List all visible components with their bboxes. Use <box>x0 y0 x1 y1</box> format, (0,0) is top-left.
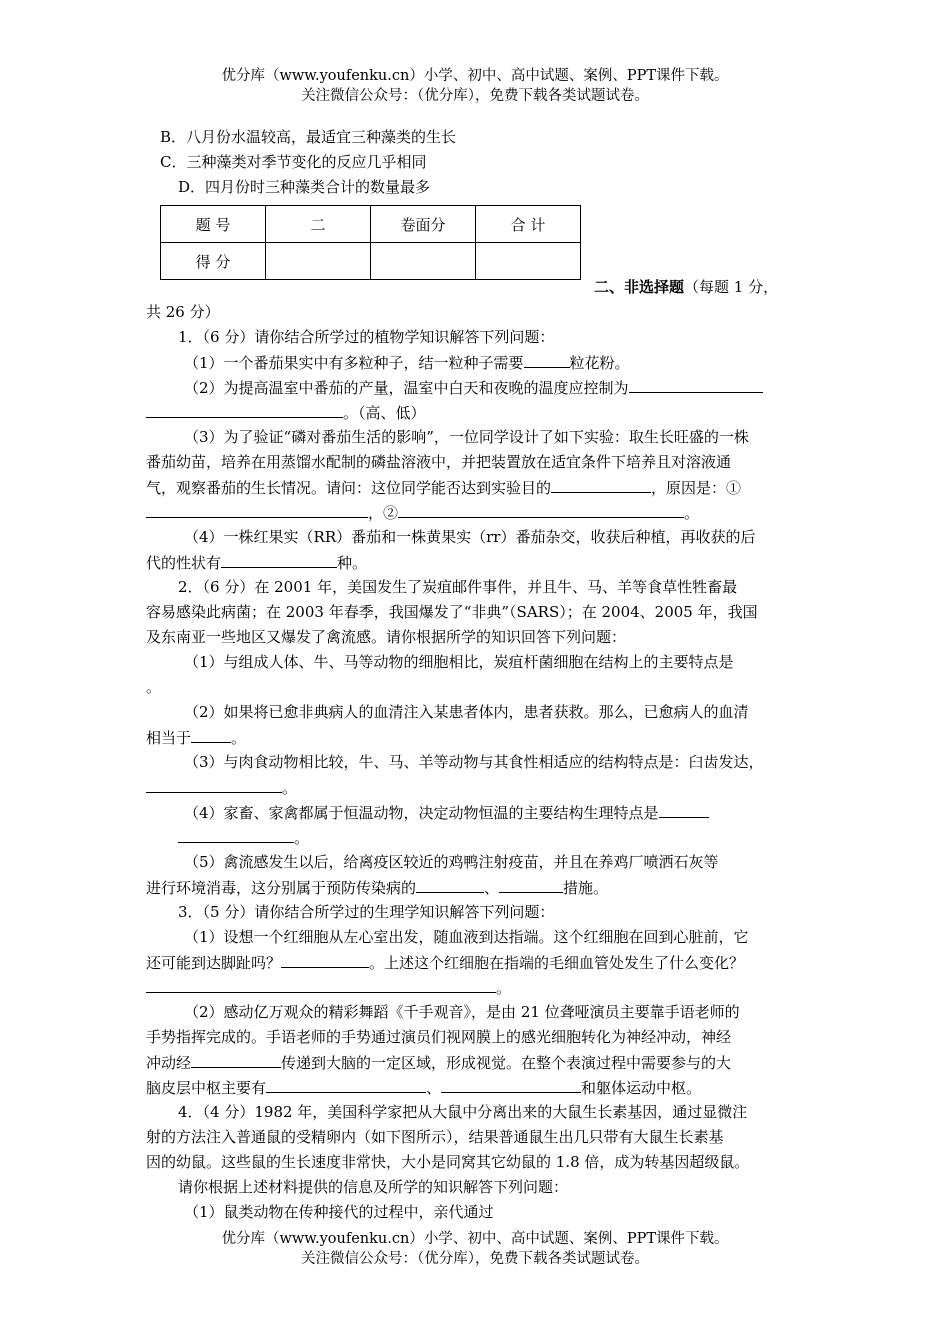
score-cell: 二 <box>266 206 371 243</box>
text: 代的性状有 <box>146 554 222 572</box>
q1-part2 <box>184 376 763 399</box>
text: ，原因是：① <box>651 479 742 497</box>
answer-blank[interactable] <box>146 501 368 518</box>
q1-part3-line3 <box>146 476 741 499</box>
q1-stem: 1．（6 分）请你结合所学过的植物学知识解答下列问题： <box>178 328 555 346</box>
score-cell <box>371 243 476 280</box>
q1-part4-line1: （4）一株红果实（RR）番茄和一株黄果实（rr）番茄杂交，收获后种植，再收获的后 <box>184 528 756 546</box>
answer-blank[interactable] <box>178 826 294 843</box>
score-table <box>160 205 581 280</box>
answer-blank[interactable] <box>416 876 484 893</box>
q2-part3-cont <box>146 776 297 799</box>
answer-blank[interactable] <box>441 1076 581 1093</box>
text: 。 <box>496 979 512 997</box>
q1-part1 <box>184 351 630 374</box>
q2-stem-2: 容易感染此病菌；在 2003 年春季，我国爆发了“非典”（SARS）；在 2004、2005 年，我国 <box>146 603 758 621</box>
answer-blank[interactable] <box>659 801 709 818</box>
answer-blank[interactable] <box>398 501 684 518</box>
q3-part2-line4 <box>146 1076 701 1099</box>
answer-blank[interactable] <box>266 1076 426 1093</box>
text: 。（高、低） <box>343 404 426 422</box>
q3-part1-line3 <box>146 976 511 999</box>
q2-part2: （2）如果将已愈非典病人的血清注入某患者体内，患者获救。那么，已愈病人的血清 <box>184 703 749 721</box>
q1-part3-line1: （3）为了验证“磷对番茄生活的影响”，一位同学设计了如下实验：取生长旺盛的一株 <box>184 428 749 446</box>
score-cell: 题 号 <box>161 206 266 243</box>
text: 进行环境消毒，这分别属于预防传染病的 <box>146 879 417 897</box>
text: 。 <box>294 829 310 847</box>
answer-blank[interactable] <box>551 476 651 493</box>
text: （1）一个番茄果实中有多粒种子，结一粒种子需要 <box>184 354 524 372</box>
answer-blank[interactable] <box>499 876 563 893</box>
text: 、 <box>426 1079 442 1097</box>
text: 。上述这个红细胞在指端的毛细血管处发生了什么变化？ <box>369 954 745 972</box>
q4-stem-2: 射的方法注入普通鼠的受精卵内（如下图所示），结果普通鼠生出几只带有大鼠生长素基 <box>146 1128 724 1146</box>
header-line-2: 关注微信公众号：（优分库），免费下载各类试题试卷。 <box>301 88 649 104</box>
q1-part4-line2 <box>146 551 367 574</box>
score-cell: 卷面分 <box>371 206 476 243</box>
answer-blank[interactable] <box>146 976 496 993</box>
q1-part3-line2: 番茄幼苗，培养在用蒸馏水配制的磷盐溶液中，并把装置放在适宜条件下培养且对溶液通 <box>146 453 732 471</box>
q3-part2-line1: （2）感动亿万观众的精彩舞蹈《千手观音》，是由 21 位聋哑演员主要靠手语老师的 <box>184 1003 740 1021</box>
q4-stem-1: 4．（4 分）1982 年，美国科学家把从大鼠中分离出来的大鼠生长素基因，通过显微注 <box>178 1103 748 1121</box>
answer-blank[interactable] <box>281 951 369 968</box>
q2-part4-cont <box>178 826 309 849</box>
score-cell: 合 计 <box>476 206 581 243</box>
q2-part1-end: 。 <box>146 678 162 696</box>
q3-part2-line3 <box>146 1051 731 1074</box>
score-cell <box>266 243 371 280</box>
section-note-2: 共 26 分） <box>146 303 220 321</box>
header-line-1: 优分库（www.youfenku.cn）小学、初中、高中试题、案例、PPT课件下载。 <box>221 68 729 84</box>
answer-blank[interactable] <box>146 401 343 418</box>
answer-blank[interactable] <box>221 551 337 568</box>
text: 。 <box>282 779 298 797</box>
q3-part2-line2: 手势指挥完成的。手语老师的手势通过演员们视网膜上的感光细胞转化为神经冲动，神经 <box>146 1028 732 1046</box>
text: （2）为提高温室中番茄的产量，温室中白天和夜晚的温度应控制为 <box>184 379 629 397</box>
q2-stem-3: 及东南亚一些地区又爆发了禽流感。请你根据所学的知识回答下列问题： <box>146 628 627 646</box>
q2-part4 <box>184 801 709 824</box>
option-d: D．四月份时三种藻类合计的数量最多 <box>178 178 431 196</box>
answer-blank[interactable] <box>146 776 282 793</box>
q2-part3: （3）与肉食动物相比较，牛、马、羊等动物与其食性相适应的结构特点是：臼齿发达， <box>184 753 764 771</box>
text: 措施。 <box>563 879 609 897</box>
section-note: （每题 1 分， <box>684 278 779 296</box>
text: 。 <box>231 729 247 747</box>
q2-stem-1: 2．（6 分）在 2001 年，美国发生了炭疽邮件事件，并且牛、马、羊等食草性牲畜最 <box>178 578 738 596</box>
text: 传递到大脑的一定区域，形成视觉。在整个表演过程中需要参与的大 <box>281 1054 732 1072</box>
answer-blank[interactable] <box>191 726 231 743</box>
q2-part2-cont <box>146 726 246 749</box>
text: 冲动经 <box>146 1054 192 1072</box>
text: 。 <box>684 504 700 522</box>
answer-blank[interactable] <box>191 1051 281 1068</box>
text: （4）家畜、家禽都属于恒温动物，决定动物恒温的主要结构生理特点是 <box>184 804 659 822</box>
score-cell <box>476 243 581 280</box>
footer-line-1: 优分库（www.youfenku.cn）小学、初中、高中试题、案例、PPT课件下载。 <box>221 1231 729 1247</box>
section-title: 二、非选择题 <box>594 278 685 296</box>
q4-part1: （1）鼠类动物在传种接代的过程中，亲代通过 <box>184 1203 494 1221</box>
text: 气，观察番茄的生长情况。请问：这位同学能否达到实验目的 <box>146 479 552 497</box>
text: ，② <box>368 504 399 522</box>
section-title-line <box>594 276 778 298</box>
q2-part5: （5）禽流感发生以后，给离疫区较近的鸡鸭注射疫苗，并且在养鸡厂喷洒石灰等 <box>184 853 719 871</box>
score-cell: 得 分 <box>161 243 266 280</box>
score-table-score-row <box>161 243 581 280</box>
text: 脑皮层中枢主要有 <box>146 1079 267 1097</box>
q1-part3-line4 <box>146 501 699 524</box>
text: 相当于 <box>146 729 192 747</box>
q2-part5-cont <box>146 876 608 899</box>
q1-part2-cont <box>146 401 426 424</box>
text: 还可能到达脚趾吗？ <box>146 954 282 972</box>
q4-stem-4: 请你根据上述材料提供的信息及所学的知识解答下列问题： <box>178 1178 569 1196</box>
footer-line-2: 关注微信公众号：（优分库），免费下载各类试题试卷。 <box>301 1251 649 1267</box>
answer-blank[interactable] <box>629 376 763 393</box>
text: 、 <box>484 879 500 897</box>
text: 粒花粉。 <box>569 354 630 372</box>
answer-blank[interactable] <box>524 351 570 368</box>
text: 种。 <box>337 554 368 572</box>
q4-stem-3: 因的幼鼠。这些鼠的生长速度非常快，大小是同窝其它幼鼠的 1.8 倍，成为转基因超级鼠。 <box>146 1153 750 1171</box>
option-c: C．三种藻类对季节变化的反应几乎相同 <box>160 153 427 171</box>
text: 和躯体运动中枢。 <box>581 1079 702 1097</box>
option-b: B．八月份水温较高，最适宜三种藻类的生长 <box>160 128 457 146</box>
q3-stem: 3．（5 分）请你结合所学过的生理学知识解答下列问题： <box>178 903 555 921</box>
q3-part1-line1: （1）设想一个红细胞从左心室出发，随血液到达指端。这个红细胞在回到心脏前，它 <box>184 928 749 946</box>
q2-part1: （1）与组成人体、牛、马等动物的细胞相比，炭疽杆菌细胞在结构上的主要特点是 <box>184 653 734 671</box>
score-table-header-row <box>161 206 581 243</box>
q3-part1-line2 <box>146 951 744 974</box>
